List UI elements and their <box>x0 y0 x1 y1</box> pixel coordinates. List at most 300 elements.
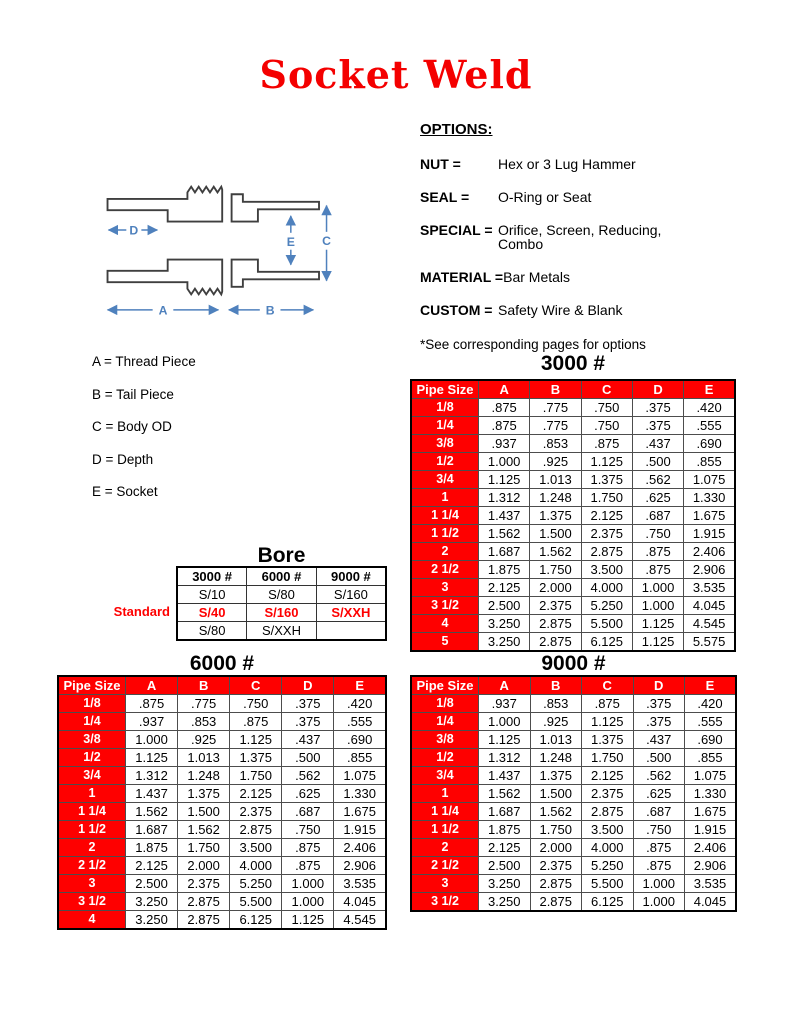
dimension-cell: .420 <box>334 695 386 713</box>
dimension-cell: .855 <box>685 749 737 767</box>
pipe-size-cell: 2 1/2 <box>411 857 479 875</box>
dimension-cell: .875 <box>633 839 685 857</box>
dimension-cell: .375 <box>282 695 334 713</box>
dimension-cell: 2.000 <box>178 857 230 875</box>
bore-cell: S/10 <box>177 586 247 604</box>
dimension-cell: .875 <box>126 695 178 713</box>
pipe-size-cell: 2 <box>58 839 126 857</box>
thread-piece-bottom <box>108 260 223 295</box>
dimension-cell: 1.375 <box>530 767 582 785</box>
option-row <box>420 270 710 284</box>
dim-label-e: E <box>286 234 295 249</box>
dimension-cell: 2.906 <box>685 857 737 875</box>
dimension-cell: 1.125 <box>282 911 334 930</box>
dimension-cell: .687 <box>633 803 685 821</box>
dimension-cell: .750 <box>282 821 334 839</box>
table-row <box>411 579 735 597</box>
dimension-cell: .875 <box>479 417 530 435</box>
dimension-cell: .562 <box>632 471 683 489</box>
dimension-cell: 4.045 <box>334 893 386 911</box>
dimension-cell: 1.000 <box>479 453 530 471</box>
dimension-cell: 1.248 <box>178 767 230 785</box>
pipe-size-cell: 3 <box>411 579 479 597</box>
pipe-size-cell: 3 1/2 <box>411 597 479 615</box>
dimension-cell: .625 <box>632 489 683 507</box>
dimension-cell: 1.687 <box>479 543 530 561</box>
column-header: E <box>684 380 735 399</box>
dimension-cell: .625 <box>633 785 685 803</box>
dimension-cell: .375 <box>632 399 683 417</box>
bore-title: Bore <box>257 544 306 567</box>
dimension-cell: 1.562 <box>126 803 178 821</box>
dimension-cell: .555 <box>685 713 737 731</box>
dimension-cell: .937 <box>479 435 530 453</box>
dimension-cell: 2.875 <box>581 543 632 561</box>
table-row <box>411 695 736 713</box>
tail-piece-bottom <box>232 260 319 287</box>
table-row <box>411 731 736 749</box>
table-row <box>411 471 735 489</box>
socket-weld-diagram <box>100 180 335 326</box>
dimension-cell: .690 <box>334 731 386 749</box>
bore-cell: S/40 <box>177 604 247 622</box>
dimension-cell: 1.125 <box>230 731 282 749</box>
dimension-cell: 1.375 <box>530 507 581 525</box>
pipe-size-cell: 2 1/2 <box>58 857 126 875</box>
dimension-cell: 2.875 <box>530 875 582 893</box>
dimension-cell: 1.875 <box>479 561 530 579</box>
bore-row-standard <box>177 604 386 622</box>
dimension-cell: 2.875 <box>530 633 581 652</box>
dimension-cell: 1.500 <box>530 525 581 543</box>
bore-cell: S/160 <box>247 604 317 622</box>
dimension-cell: .375 <box>633 713 685 731</box>
dimension-cell: 2.500 <box>126 875 178 893</box>
dimension-cell: 1.125 <box>581 453 632 471</box>
dimension-cell: 3.250 <box>126 911 178 930</box>
legend-item: B = Tail Piece <box>92 386 174 402</box>
pipe-size-cell: 3/4 <box>411 471 479 489</box>
dimension-cell: 1.000 <box>479 713 531 731</box>
pipe-size-cell: 1/2 <box>411 749 479 767</box>
dimension-cell: .853 <box>178 713 230 731</box>
dimension-cell: .855 <box>334 749 386 767</box>
table-row <box>411 785 736 803</box>
pipe-size-cell: 1 1/4 <box>411 803 479 821</box>
dimension-cell: 2.125 <box>582 767 634 785</box>
dimension-cell: 1.750 <box>230 767 282 785</box>
dimension-cell: 2.906 <box>684 561 735 579</box>
pipe-size-cell: 1 1/2 <box>411 525 479 543</box>
pipe-size-cell: 3 <box>411 875 479 893</box>
dimension-cell: .562 <box>282 767 334 785</box>
option-value: Hex or 3 Lug Hammer <box>498 156 636 172</box>
option-label: NUT = <box>420 156 461 172</box>
dim-label-d: D <box>129 223 139 238</box>
column-header: D <box>282 676 334 695</box>
dimension-cell: 1.375 <box>178 785 230 803</box>
dimension-cell: .875 <box>581 435 632 453</box>
table-row <box>411 561 735 579</box>
dimension-cell: .500 <box>632 453 683 471</box>
dimension-cell: 2.406 <box>334 839 386 857</box>
pipe-size-cell: 2 <box>411 839 479 857</box>
dimension-cell: 1.675 <box>685 803 737 821</box>
dimension-cell: .853 <box>530 695 582 713</box>
dimension-cell: 1.013 <box>530 731 582 749</box>
dimension-legend <box>92 355 312 518</box>
option-label: SEAL = <box>420 189 470 205</box>
dimension-cell: 5.575 <box>684 633 735 652</box>
dimension-cell: .875 <box>632 543 683 561</box>
pipe-size-cell: 1/8 <box>411 695 479 713</box>
table-row <box>411 525 735 543</box>
dimension-cell: 1.075 <box>334 767 386 785</box>
dimension-cell: 3.250 <box>479 893 531 912</box>
dimension-cell: .690 <box>684 435 735 453</box>
dimension-cell: 5.500 <box>582 875 634 893</box>
dimension-cell: .875 <box>632 561 683 579</box>
table-row <box>411 893 736 912</box>
dimension-cell: .875 <box>582 695 634 713</box>
dimension-cell: 2.375 <box>178 875 230 893</box>
dimension-cell: 2.406 <box>684 543 735 561</box>
dimension-cell: .687 <box>282 803 334 821</box>
options-list <box>420 157 710 317</box>
table-row <box>58 713 386 731</box>
dimension-cell: 1.125 <box>479 471 530 489</box>
pipe-size-cell: 3/4 <box>411 767 479 785</box>
option-row <box>420 190 710 204</box>
dimension-cell: 1.500 <box>530 785 582 803</box>
options-heading: OPTIONS: <box>420 121 493 138</box>
bore-cell: S/160 <box>316 586 386 604</box>
dimension-cell: .750 <box>581 417 632 435</box>
dimension-cell: 1.248 <box>530 489 581 507</box>
dimension-cell: 2.875 <box>230 821 282 839</box>
dimension-cell: 4.045 <box>685 893 737 912</box>
dimension-cell: 4.000 <box>582 839 634 857</box>
option-row <box>420 303 710 317</box>
dimension-cell: 1.000 <box>282 875 334 893</box>
dimension-cell: 3.250 <box>479 615 530 633</box>
table-row <box>411 633 735 652</box>
dimension-cell: .375 <box>632 417 683 435</box>
dimension-cell: 1.675 <box>684 507 735 525</box>
table-row <box>411 597 735 615</box>
table-row <box>411 749 736 767</box>
table-row <box>58 731 386 749</box>
dimension-cell: 2.375 <box>530 597 581 615</box>
dimension-cell: 3.250 <box>479 875 531 893</box>
bore-table <box>176 566 387 641</box>
dimension-cell: .937 <box>126 713 178 731</box>
dimension-cell: 1.125 <box>632 633 683 652</box>
table-row <box>411 399 735 417</box>
table-row <box>411 489 735 507</box>
column-header: C <box>230 676 282 695</box>
dimension-cell: 4.545 <box>684 615 735 633</box>
dimension-cell: 2.125 <box>479 579 530 597</box>
dimension-cell: .375 <box>282 713 334 731</box>
table-row <box>411 435 735 453</box>
option-label: SPECIAL = <box>420 222 493 238</box>
dimension-cell: 2.125 <box>230 785 282 803</box>
dimension-cell: .437 <box>633 731 685 749</box>
dimension-cell: 1.875 <box>126 839 178 857</box>
dimension-cell: 4.045 <box>684 597 735 615</box>
dimension-cell: 1.915 <box>685 821 737 839</box>
dimension-cell: 1.437 <box>479 767 531 785</box>
dimension-cell: 2.875 <box>530 893 582 912</box>
table-row <box>58 911 386 930</box>
column-header: C <box>582 676 634 695</box>
dimension-cell: 1.075 <box>684 471 735 489</box>
pipe-size-cell: 1 1/4 <box>58 803 126 821</box>
table-row <box>411 417 735 435</box>
dimension-cell: .875 <box>479 399 530 417</box>
dimension-cell: 1.013 <box>530 471 581 489</box>
column-header: Pipe Size <box>411 676 479 695</box>
column-header: D <box>632 380 683 399</box>
pipe-size-cell: 1/2 <box>411 453 479 471</box>
pipe-size-cell: 1 <box>58 785 126 803</box>
dimension-cell: 1.000 <box>633 893 685 912</box>
dimension-cell: 2.125 <box>126 857 178 875</box>
table-row <box>58 821 386 839</box>
table-title-3000: 3000 # <box>540 352 606 375</box>
dimension-cell: 2.125 <box>479 839 531 857</box>
pipe-size-cell: 1 1/2 <box>411 821 479 839</box>
dim-label-c: C <box>322 234 331 249</box>
options-footnote: *See corresponding pages for options <box>420 337 646 352</box>
table-row <box>411 453 735 471</box>
dimension-cell: 3.500 <box>582 821 634 839</box>
options-section <box>420 121 710 352</box>
dimension-cell: 1.312 <box>479 749 531 767</box>
dimension-cell: 6.125 <box>582 893 634 912</box>
dimension-table-3000 <box>410 379 736 652</box>
option-label: MATERIAL = <box>420 269 504 285</box>
bore-cell: S/80 <box>247 586 317 604</box>
pipe-size-cell: 1/4 <box>58 713 126 731</box>
page-title: Socket Weld <box>259 52 533 97</box>
table-row <box>58 749 386 767</box>
dimension-cell: 1.675 <box>334 803 386 821</box>
dimension-cell: .437 <box>632 435 683 453</box>
dimension-cell: 1.248 <box>530 749 582 767</box>
table-row <box>411 875 736 893</box>
dim-label-b: B <box>265 303 275 318</box>
option-label: CUSTOM = <box>420 302 493 318</box>
bore-row <box>177 622 386 641</box>
table-row <box>58 857 386 875</box>
bore-cell: S/80 <box>177 622 247 641</box>
dimension-cell: .500 <box>282 749 334 767</box>
dimension-cell: .555 <box>334 713 386 731</box>
dimension-cell: 5.250 <box>230 875 282 893</box>
header-row <box>411 380 735 399</box>
dimension-cell: .420 <box>685 695 737 713</box>
dimension-cell: 1.437 <box>479 507 530 525</box>
pipe-size-cell: 1 <box>411 785 479 803</box>
column-header: E <box>685 676 737 695</box>
dimension-cell: 1.562 <box>178 821 230 839</box>
dimension-cell: 2.375 <box>230 803 282 821</box>
table-row <box>411 615 735 633</box>
table-row <box>58 893 386 911</box>
dimension-cell: 1.125 <box>126 749 178 767</box>
dimension-cell: .855 <box>684 453 735 471</box>
dimension-cell: 2.500 <box>479 857 531 875</box>
bore-cell: S/XXH <box>247 622 317 641</box>
table-row <box>411 543 735 561</box>
dimension-cell: 1.750 <box>530 561 581 579</box>
dimension-cell: 1.330 <box>685 785 737 803</box>
table-title-9000: 9000 # <box>541 652 606 675</box>
column-header: Pipe Size <box>411 380 479 399</box>
legend-item: E = Socket <box>92 484 158 499</box>
option-value: O-Ring or Seat <box>498 189 592 205</box>
dimension-cell: 4.000 <box>581 579 632 597</box>
dimension-cell: 5.250 <box>581 597 632 615</box>
dimension-cell: 1.330 <box>334 785 386 803</box>
table-row <box>58 803 386 821</box>
bore-row <box>177 586 386 604</box>
dimension-table-9000 <box>410 675 737 912</box>
column-header: B <box>530 380 581 399</box>
dimension-cell: 4.545 <box>334 911 386 930</box>
dimension-cell: 1.915 <box>334 821 386 839</box>
pipe-size-cell: 3/4 <box>58 767 126 785</box>
option-value: Safety Wire & Blank <box>498 302 623 318</box>
dimension-cell: 2.000 <box>530 579 581 597</box>
pipe-size-cell: 3/8 <box>411 731 479 749</box>
dimension-cell: .775 <box>530 417 581 435</box>
table-row <box>58 839 386 857</box>
column-header: Pipe Size <box>58 676 126 695</box>
legend-item: C = Body OD <box>92 419 172 434</box>
dimension-cell: .555 <box>684 417 735 435</box>
pipe-size-cell: 3 <box>58 875 126 893</box>
dimension-cell: .750 <box>230 695 282 713</box>
dimension-cell: 1.000 <box>633 875 685 893</box>
dimension-cell: 1.375 <box>582 731 634 749</box>
bore-column-header: 6000 # <box>247 567 317 586</box>
option-row <box>420 157 710 171</box>
tail-piece-top <box>232 194 319 221</box>
dimension-cell: 5.500 <box>230 893 282 911</box>
dimension-cell: 2.375 <box>530 857 582 875</box>
table-row <box>411 857 736 875</box>
column-header: A <box>479 380 530 399</box>
dimension-cell: .437 <box>282 731 334 749</box>
pipe-size-cell: 4 <box>58 911 126 930</box>
header-row <box>411 676 736 695</box>
dimension-cell: 1.750 <box>178 839 230 857</box>
dimension-cell: 1.562 <box>479 525 530 543</box>
dimension-cell: 3.250 <box>126 893 178 911</box>
standard-label: Standard <box>113 604 170 619</box>
dimension-cell: 3.535 <box>685 875 737 893</box>
dimension-cell: 1.312 <box>126 767 178 785</box>
pipe-size-cell: 1 1/2 <box>58 821 126 839</box>
dimension-cell: 3.500 <box>230 839 282 857</box>
pipe-size-cell: 1/4 <box>411 713 479 731</box>
table-row <box>411 713 736 731</box>
dimension-cell: 1.687 <box>479 803 531 821</box>
dimension-cell: 2.500 <box>479 597 530 615</box>
table-row <box>58 767 386 785</box>
dimension-cell: 1.562 <box>530 543 581 561</box>
header-row <box>58 676 386 695</box>
table-row <box>411 507 735 525</box>
dimension-cell: 1.562 <box>530 803 582 821</box>
dimension-cell: 1.915 <box>684 525 735 543</box>
option-value: Bar Metals <box>503 269 571 285</box>
column-header: D <box>633 676 685 695</box>
dimension-cell: 3.250 <box>479 633 530 652</box>
dimension-cell: 1.312 <box>479 489 530 507</box>
pipe-size-cell: 3/8 <box>411 435 479 453</box>
legend-item: D = Depth <box>92 451 154 467</box>
dimension-cell: 1.375 <box>581 471 632 489</box>
dimension-cell: .375 <box>633 695 685 713</box>
dimension-cell: 1.000 <box>282 893 334 911</box>
dimension-cell: .925 <box>178 731 230 749</box>
table-row <box>58 875 386 893</box>
table-row <box>58 785 386 803</box>
dimension-cell: 1.075 <box>685 767 737 785</box>
dimension-table-6000 <box>57 675 387 930</box>
dimension-cell: .750 <box>632 525 683 543</box>
dimension-cell: 3.535 <box>684 579 735 597</box>
pipe-size-cell: 1/4 <box>411 417 479 435</box>
dimension-cell: 2.000 <box>530 839 582 857</box>
pipe-size-cell: 3 1/2 <box>411 893 479 912</box>
dimension-cell: 4.000 <box>230 857 282 875</box>
dimension-cell: 2.406 <box>685 839 737 857</box>
dimension-cell: 1.750 <box>530 821 582 839</box>
header-row <box>177 567 386 586</box>
dimension-cell: .875 <box>633 857 685 875</box>
pipe-size-cell: 3 1/2 <box>58 893 126 911</box>
dimension-cell: .687 <box>632 507 683 525</box>
dimension-cell: 6.125 <box>230 911 282 930</box>
dimension-cell: .775 <box>178 695 230 713</box>
dimension-cell: 1.375 <box>230 749 282 767</box>
dimension-cell: 2.875 <box>178 911 230 930</box>
table-row <box>411 803 736 821</box>
dim-label-a: A <box>158 303 168 318</box>
pipe-size-cell: 1/8 <box>58 695 126 713</box>
dimension-cell: 1.437 <box>126 785 178 803</box>
dimension-cell: 6.125 <box>581 633 632 652</box>
dimension-cell: 2.875 <box>530 615 581 633</box>
column-header: C <box>581 380 632 399</box>
column-header: E <box>334 676 386 695</box>
pipe-size-cell: 1 <box>411 489 479 507</box>
table-row <box>58 695 386 713</box>
dimension-cell: 1.875 <box>479 821 531 839</box>
legend-item: A = Thread Piece <box>92 354 196 369</box>
dimension-cell: 1.000 <box>632 579 683 597</box>
dimension-cell: 1.750 <box>581 489 632 507</box>
dimension-cell: 1.687 <box>126 821 178 839</box>
dimension-cell: 1.750 <box>582 749 634 767</box>
bore-cell <box>316 622 386 641</box>
dimension-cell: 5.500 <box>581 615 632 633</box>
